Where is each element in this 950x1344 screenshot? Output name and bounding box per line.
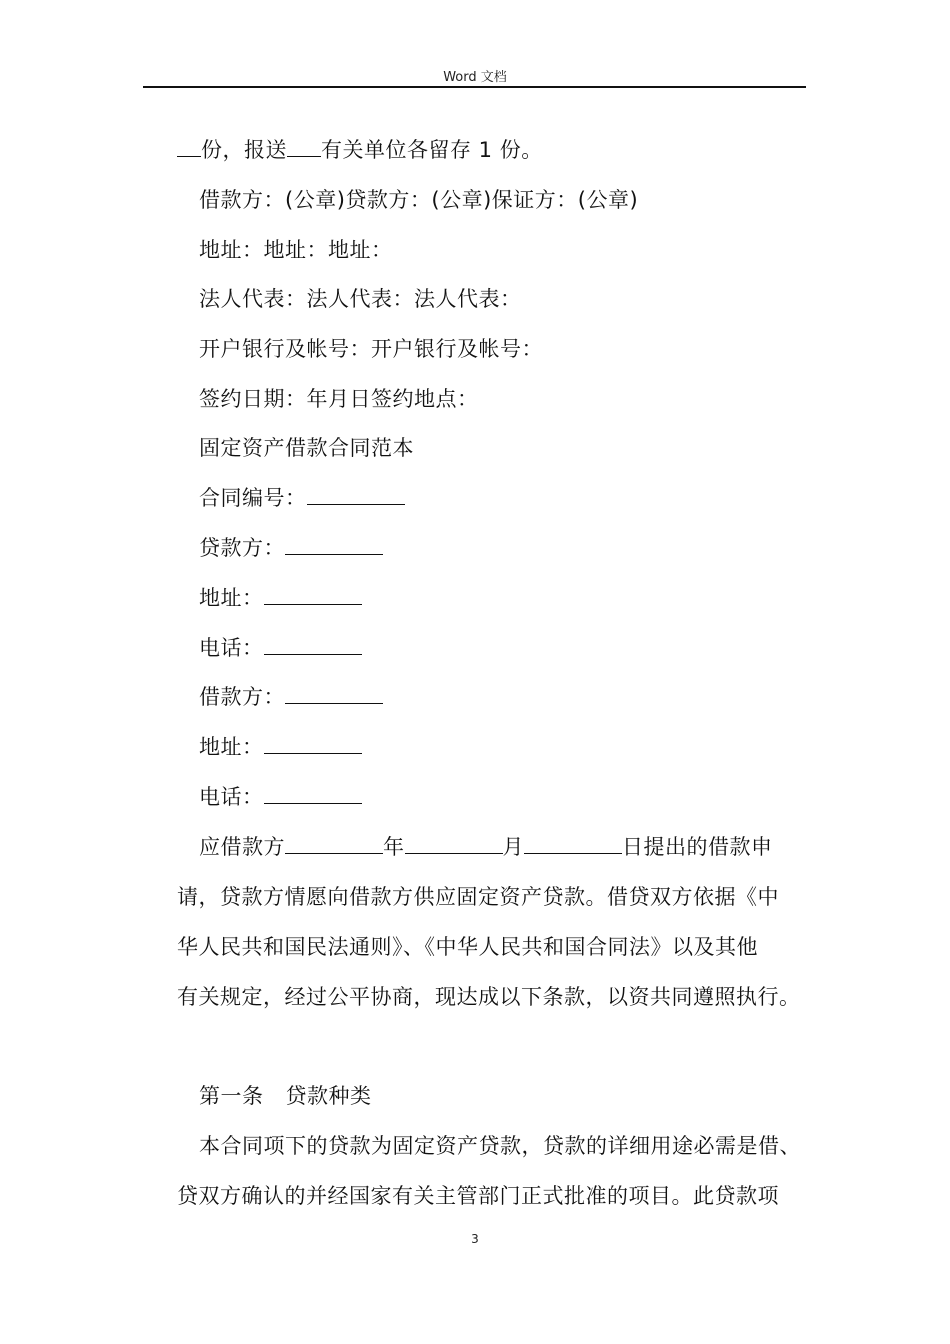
paragraph-line: 贷双方确认的并经国家有关主管部门正式批准的项目。此贷款项 <box>177 1184 779 1208</box>
blank-contract-number <box>307 484 405 505</box>
legal-rep-line: 法人代表：法人代表：法人代表： <box>199 287 522 311</box>
borrower-field: 借款方： <box>199 683 383 711</box>
blank-year <box>285 833 383 854</box>
address-line: 地址：地址：地址： <box>199 238 393 262</box>
application-date-line: 应借款方 年 月 日提出的借款申 <box>199 835 773 859</box>
page-number: 3 <box>471 1232 479 1246</box>
lender-phone-field: 电话： <box>199 634 362 662</box>
paragraph-line: 华人民共和国民法通则》、《中华人民共和国合同法》以及其他 <box>177 935 758 959</box>
paragraph-line: 请，贷款方情愿向借款方供应固定资产贷款。借贷双方依据《中 <box>177 885 779 909</box>
blank-lender-address <box>264 584 362 605</box>
header-divider <box>143 86 806 88</box>
contract-title: 固定资产借款合同范本 <box>199 436 414 460</box>
paragraph-line: 本合同项下的贷款为固定资产贷款，贷款的详细用途必需是借、 <box>199 1134 801 1158</box>
bank-account-line: 开户银行及帐号：开户银行及帐号： <box>199 337 543 361</box>
borrower-phone-field: 电话： <box>199 783 362 811</box>
blank-lender-phone <box>264 634 362 655</box>
blank-day <box>524 833 622 854</box>
borrower-address-field: 地址： <box>199 733 362 761</box>
blank-borrower-address <box>264 733 362 754</box>
lender-field: 贷款方： <box>199 534 383 562</box>
sign-date-line: 签约日期：年月日签约地点： <box>199 387 479 411</box>
copies-line: 份，报送 有关单位各留存 1 份。 <box>177 136 543 164</box>
lender-address-field: 地址： <box>199 584 362 612</box>
page-header: Word 文档 <box>443 70 507 85</box>
seal-line: 借款方：(公章)贷款方：(公章)保证方：(公章) <box>199 188 639 212</box>
blank-copies <box>177 136 201 157</box>
article-heading: 第一条 贷款种类 <box>199 1084 372 1108</box>
contract-number-field: 合同编号： <box>199 484 405 512</box>
blank-borrower <box>285 683 383 704</box>
blank-lender <box>285 534 383 555</box>
blank-recipient <box>287 136 321 157</box>
blank-borrower-phone <box>264 783 362 804</box>
blank-month <box>405 833 503 854</box>
paragraph-line: 有关规定，经过公平协商，现达成以下条款，以资共同遵照执行。 <box>177 985 801 1009</box>
